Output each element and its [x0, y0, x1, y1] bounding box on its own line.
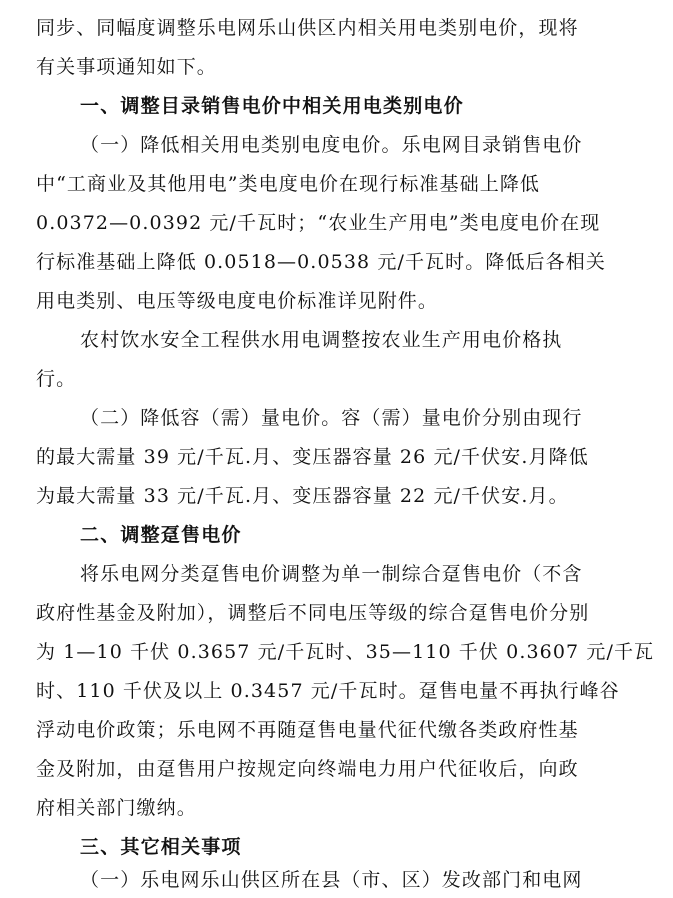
paragraph-line: 同步、同幅度调整乐电网乐山供区内相关用电类别电价，现将 [36, 17, 579, 39]
paragraph-line: 浮动电价政策；乐电网不再随趸售电量代征代缴各类政府性基 [36, 719, 579, 741]
paragraph-line: 有关事项通知如下。 [36, 56, 217, 78]
paragraph-line: （二）降低容（需）量电价。容（需）量电价分别由现行 [80, 407, 583, 429]
paragraph-line: 行。 [36, 368, 77, 390]
paragraph-line: 为 1—10 千伏 0.3657 元/千瓦时、35—110 千伏 0.3607 元/千瓦 [36, 641, 655, 663]
section-heading-1: 一、调整目录销售电价中相关用电类别电价 [80, 95, 464, 117]
section-heading-2: 二、调整趸售电价 [80, 524, 242, 546]
paragraph-line: 行标准基础上降低 0.0518—0.0538 元/千瓦时。降低后各相关 [36, 251, 606, 273]
paragraph-line: 将乐电网分类趸售电价调整为单一制综合趸售电价（不含 [80, 563, 583, 585]
paragraph-line: （一）降低相关用电类别电度电价。乐电网目录销售电价 [80, 134, 583, 156]
paragraph-line: 用电类别、电压等级电度电价标准详见附件。 [36, 290, 439, 312]
paragraph-line: 时、110 千伏及以上 0.3457 元/千瓦时。趸售电量不再执行峰谷 [36, 680, 620, 702]
paragraph-line: 金及附加，由趸售用户按规定向终端电力用户代征收后，向政 [36, 758, 579, 780]
paragraph-line: 的最大需量 39 元/千瓦.月、变压器容量 26 元/千伏安.月降低 [36, 446, 589, 468]
paragraph-line: 中“工商业及其他用电”类电度电价在现行标准基础上降低 [36, 173, 541, 195]
paragraph-line: 府相关部门缴纳。 [36, 797, 197, 819]
paragraph-line: 0.0372—0.0392 元/千瓦时；“农业生产用电”类电度电价在现 [36, 212, 601, 234]
section-heading-3: 三、其它相关事项 [80, 836, 242, 858]
paragraph-line: 农村饮水安全工程供水用电调整按农业生产用电价格执 [80, 329, 563, 351]
paragraph-line: 政府性基金及附加），调整后不同电压等级的综合趸售电价分别 [36, 602, 590, 624]
paragraph-line: 为最大需量 33 元/千瓦.月、变压器容量 22 元/千伏安.月。 [36, 485, 569, 507]
paragraph-line: （一）乐电网乐山供区所在县（市、区）发改部门和电网 [80, 869, 583, 891]
